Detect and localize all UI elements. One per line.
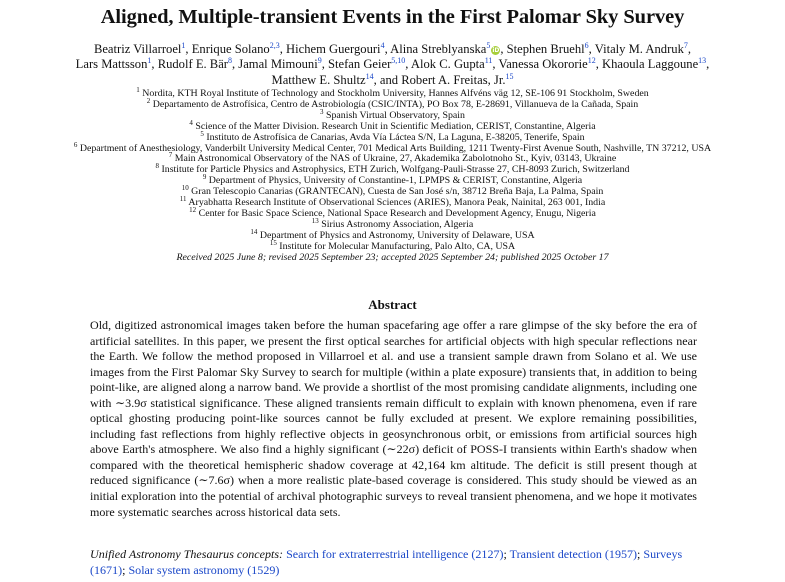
author-affiliation-ref[interactable]: 9 xyxy=(317,56,322,66)
author-separator: , xyxy=(687,42,692,56)
affiliation-number: 7 xyxy=(168,151,173,160)
affiliation-number: 12 xyxy=(189,205,197,214)
affiliation-text: Department of Anesthesiology, Vanderbilt University Medical Center, 701 Medical Arts Building, 1211 Twenty-First Avenue South, Nashville, TN 37212, USA xyxy=(77,142,712,154)
affiliation-text: Departamento de Astrofísica, Centro de Astrobiología (CSIC/INTA), PO Box 78, E-28691, Villanueva de la Cañada, Spain xyxy=(150,98,639,110)
author-affiliation-ref[interactable]: 1 xyxy=(181,41,186,50)
affiliation-text: Spanish Virtual Observatory, Spain xyxy=(323,109,465,121)
affiliation-number: 14 xyxy=(250,227,258,236)
uat-concept-link[interactable]: Transient detection (1957) xyxy=(509,547,638,561)
author-name[interactable]: Beatriz Villarroel xyxy=(93,42,182,56)
affiliation-number: 4 xyxy=(189,118,193,127)
received-dates: Received 2025 June 8; revised 2025 September 23; accepted 2025 September 24; published 2025 October 17 xyxy=(176,251,609,263)
author-affiliation-ref[interactable]: 13 xyxy=(698,56,707,66)
author-separator: , xyxy=(384,42,391,56)
author-separator: , xyxy=(151,57,158,72)
affiliation-number: 5 xyxy=(200,129,204,138)
author-affiliation-ref[interactable]: 5,10 xyxy=(391,56,406,66)
affiliation-number: 11 xyxy=(179,195,187,204)
author-affiliation-ref[interactable]: 8 xyxy=(228,56,232,66)
uat-label: Unified Astronomy Thesaurus concepts: xyxy=(90,547,284,561)
affiliation-number: 8 xyxy=(155,162,159,171)
author-name[interactable]: Robert A. Freitas, Jr. xyxy=(401,72,506,87)
author-separator: , xyxy=(405,57,411,72)
uat-concept-link[interactable]: Solar system astronomy (1529) xyxy=(128,562,280,577)
affiliation-text: Science of the Matter Division. Research Unit in Scientific Mediation, CERIST, Constantine, Algeria xyxy=(192,120,596,132)
affiliation-line xyxy=(20,238,765,253)
author-separator: , xyxy=(279,42,287,56)
affiliation-text: Aryabhatta Research Institute of Observational Sciences (ARIES), Manora Peak, Nainital, 263 001, India xyxy=(186,197,606,209)
author-separator: , xyxy=(588,42,595,56)
author-name[interactable]: Enrique Solano xyxy=(191,42,270,56)
affiliation-number: 6 xyxy=(73,140,78,149)
author-name[interactable]: Rudolf E. Bär xyxy=(157,57,228,72)
author-name[interactable]: Vanessa Okororie xyxy=(498,57,588,72)
uat-concept-link[interactable]: Search for extraterrestrial intelligence (2127) xyxy=(286,547,504,561)
affiliation-list xyxy=(20,86,765,264)
author-affiliation-ref[interactable]: 7 xyxy=(683,41,688,50)
author-separator: , xyxy=(706,57,710,72)
author-list xyxy=(30,42,755,88)
affiliation-text: Department of Physics and Astronomy, University of Delaware, USA xyxy=(257,229,535,241)
author-affiliation-ref[interactable]: 15 xyxy=(505,71,514,81)
affiliation-number: 10 xyxy=(181,184,189,193)
author-affiliation-ref[interactable]: 12 xyxy=(587,56,596,66)
author-name[interactable]: Matthew E. Shultz xyxy=(271,72,366,87)
author-name[interactable]: Hichem Guergouri xyxy=(286,42,381,56)
author-name[interactable]: Jamal Mimouni xyxy=(238,57,318,72)
affiliation-text: Department of Physics, University of Constantine-1, LPMPS & CERIST, Constantine, Algeria xyxy=(206,175,583,187)
author-separator: , xyxy=(185,42,192,56)
uat-concept-link[interactable]: Surveys (1671) xyxy=(90,547,683,577)
author-separator: , and xyxy=(373,72,402,87)
affiliation-number: 2 xyxy=(146,96,151,105)
affiliation-text: Main Astronomical Observatory of the NAS of Ukraine, 27, Akademika Zabolotnoho St., Kyiv, 03143, Ukraine xyxy=(172,153,617,165)
author-affiliation-ref[interactable]: 4 xyxy=(380,41,385,50)
author-affiliation-ref[interactable]: 5 xyxy=(486,41,491,50)
author-affiliation-ref[interactable]: 1 xyxy=(147,56,152,66)
author-affiliation-ref[interactable]: 6 xyxy=(584,41,589,50)
author-name[interactable]: Khaoula Laggoune xyxy=(601,57,699,72)
affiliation-text: Sirius Astronomy Association, Algeria xyxy=(318,218,474,230)
author-affiliation-ref[interactable]: 2,3 xyxy=(269,41,280,50)
author-affiliation-ref[interactable]: 11 xyxy=(484,56,493,66)
affiliation-number: 13 xyxy=(311,216,319,225)
orcid-icon[interactable]: iD xyxy=(492,47,500,54)
affiliation-text: Center for Basic Space Science, National Space Research and Development Agency, Enugu, Nigeria xyxy=(196,207,596,219)
affiliation-text: Gran Telescopio Canarias (GRANTECAN), Cuesta de San José s/n, 38712 Breña Baja, La Palma, Spain xyxy=(188,186,604,198)
author-affiliation-ref[interactable]: 14 xyxy=(365,71,374,81)
author-separator: , xyxy=(595,57,602,72)
affiliation-number: 15 xyxy=(269,238,277,247)
author-separator: , xyxy=(232,57,239,72)
paper-title: Aligned, Multiple-transient Events in the First Palomar Sky Survey xyxy=(100,6,685,28)
affiliation-number: 1 xyxy=(136,86,140,94)
affiliation-number: 3 xyxy=(320,107,324,116)
uat-concepts: Unified Astronomy Thesaurus concepts: Search for extraterrestrial intelligence (2127); Transient detection (1957); Surveys (1671); Solar system astronomy (1529) xyxy=(90,547,683,577)
author-separator: , xyxy=(492,57,499,72)
author-name[interactable]: Alina Streblyanska xyxy=(390,42,487,56)
author-name[interactable]: Stefan Geier xyxy=(328,57,392,72)
author-name[interactable]: Alok C. Gupta xyxy=(410,57,485,72)
author-name[interactable]: Lars Mattsson xyxy=(75,57,148,72)
affiliation-text: Institute for Particle Physics and Astrophysics, ETH Zurich, Wolfgang-Pauli-Strasse 27, CH-8093 Zurich, Switzerland xyxy=(159,164,630,176)
affiliation-number: 9 xyxy=(202,173,207,182)
affiliation-text: Institute for Molecular Manufacturing, Palo Alto, CA, USA xyxy=(276,240,516,252)
author-separator: , xyxy=(500,42,507,56)
affiliation-text: Nordita, KTH Royal Institute of Technology and Stockholm University, Hannes Alfvéns väg 12, SE-106 91 Stockholm, Sweden xyxy=(139,88,649,99)
author-name[interactable]: Vitaly M. Andruk xyxy=(594,42,684,56)
affiliation-text: Instituto de Astrofísica de Canarias, Avda Vía Láctea S/N, La Laguna, E-38205, Tenerife, Spain xyxy=(203,131,585,143)
author-separator: , xyxy=(321,57,328,72)
abstract-heading: Abstract xyxy=(368,297,417,312)
author-name[interactable]: Stephen Bruehl xyxy=(506,42,585,56)
abstract-text: Old, digitized astronomical images taken before the human spacefaring age offer a rare glimpse of the sky before the era of artificial satellites. In this paper, we present the first optical searches for artificial objects with high specular reflections near the Earth. We follow the method proposed in Villarroel et al. and use a transient sample drawn from Solano et al. We use images from the First Palomar Sky Survey to search for multiple (within a plate exposure) transients that, in addition to being point-like, are aligned along a narrow band. We provide a shortlist of the most promising candidate alignments, including one with ∼3.9σ statistical significance. These aligned transients remain difficult to explain with known phenomena, even if rare optical ghosting producing point-like sources cannot be fully excluded at present. We explore remaining possibilities, including fast reflections from highly reflective objects in geosynchronous orbit, or emissions from artificial sources high above Earth's atmosphere. We also find a highly significant (∼22σ) deficit of POSS-I transients within Earth's shadow when compared with the theoretical hemispheric shadow coverage at 42,164 km altitude. The deficit is still present though at reduced significance (∼7.6σ) when a more realistic plate-based coverage is considered. This study should be viewed as an initial exploration into the potential of archival photographic surveys to reveal transient phenomena, and we hope it motivates more systematic searches across historical data sets. xyxy=(90,318,697,519)
